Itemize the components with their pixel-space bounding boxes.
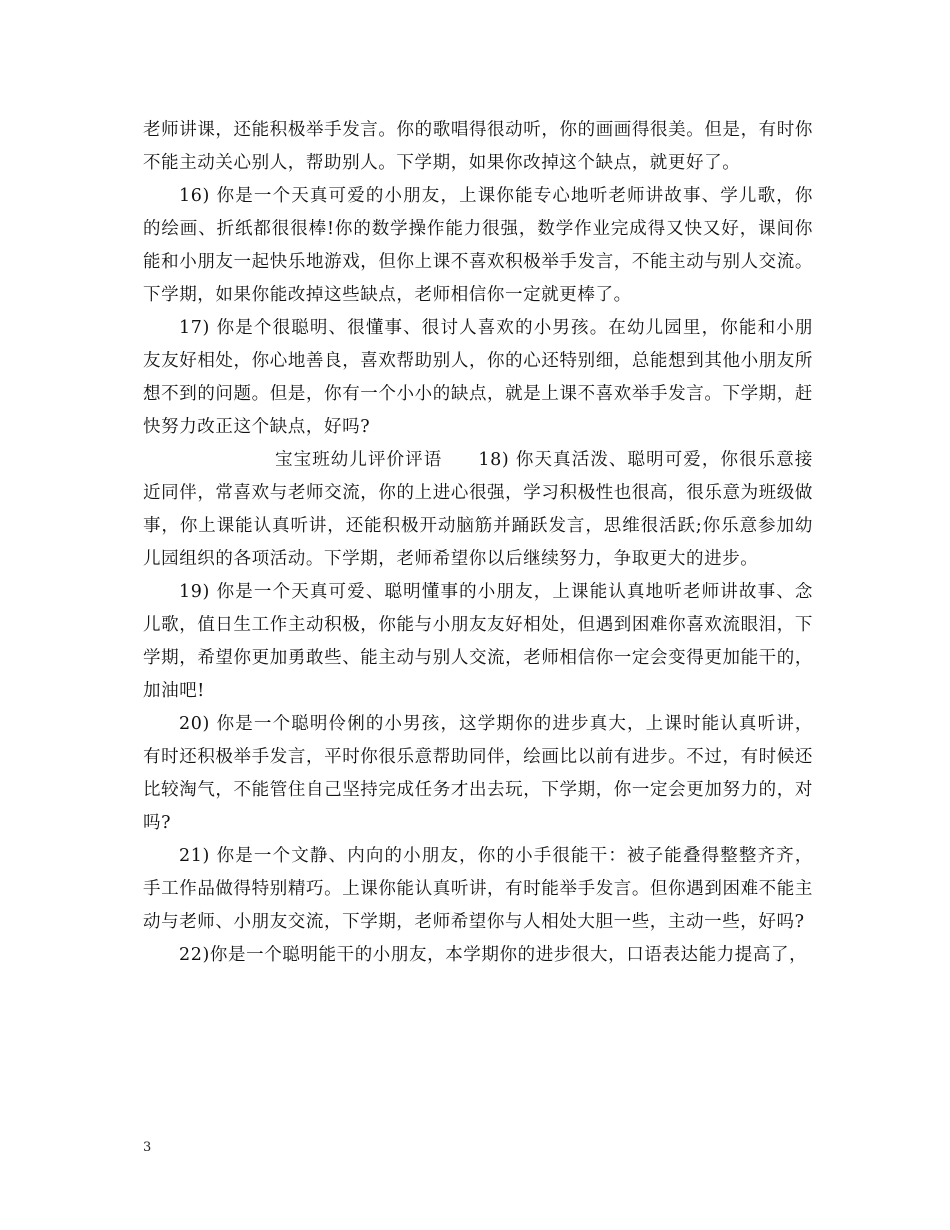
document-body bbox=[143, 114, 813, 972]
page-number: 3 bbox=[143, 1140, 152, 1155]
paragraph-18 bbox=[143, 444, 813, 576]
paragraph-17: 17) 你是个很聪明、很懂事、很讨人喜欢的小男孩。在幼儿园里，你能和小朋友友好相处，你心地善良，喜欢帮助别人，你的心还特别细，总能想到其他小朋友所想不到的问题。但是，你有一个小小的缺点，就是上课不喜欢举手发言。下学期，赶快努力改正这个缺点，好吗? bbox=[143, 318, 813, 437]
paragraph-22-start: 22)你是一个聪明能干的小朋友，本学期你的进步很大，口语表达能力提高了， bbox=[179, 945, 808, 965]
section-heading: 宝宝班幼儿评价评语 bbox=[275, 450, 443, 470]
paragraph-21: 21) 你是一个文静、内向的小朋友，你的小手很能干：被子能叠得整整齐齐，手工作品做得特别精巧。上课你能认真听讲，有时能举手发言。但你遇到困难不能主动与老师、小朋友交流，下学期，老师希望你与人相处大胆一些，主动一些，好吗? bbox=[143, 846, 813, 932]
paragraph-16: 16) 你是一个天真可爱的小朋友，上课你能专心地听老师讲故事、学儿歌，你的绘画、折纸都很很棒!你的数学操作能力很强，数学作业完成得又快又好，课间你能和小朋友一起快乐地游戏，但你上课不喜欢积极举手发言，不能主动与别人交流。下学期，如果你能改掉这些缺点，老师相信你一定就更棒了。 bbox=[143, 186, 813, 305]
paragraph-20: 20) 你是一个聪明伶俐的小男孩，这学期你的进步真大，上课时能认真听讲，有时还积极举手发言，平时你很乐意帮助同伴，绘画比以前有进步。不过，有时候还比较淘气，不能管住自己坚持完成任务才出去玩，下学期，你一定会更加努力的，对吗? bbox=[143, 714, 813, 833]
paragraph-15-continuation: 老师讲课，还能积极举手发言。你的歌唱得很动听，你的画画得很美。但是，有时你不能主动关心别人，帮助别人。下学期，如果你改掉这个缺点，就更好了。 bbox=[143, 120, 813, 173]
paragraph-19: 19) 你是一个天真可爱、聪明懂事的小朋友，上课能认真地听老师讲故事、念儿歌，值日生工作主动积极，你能与小朋友友好相处，但遇到困难你喜欢流眼泪，下学期，希望你更加勇敢些、能主动与别人交流，老师相信你一定会变得更加能干的，加油吧! bbox=[143, 582, 813, 701]
paragraph-18-text: 18) 你天真活泼、聪明可爱，你很乐意接近同伴，常喜欢与老师交流，你的上进心很强，学习积极性也很高，很乐意为班级做事，你上课能认真听讲，还能积极开动脑筋并踊跃发言，思维很活跃;你乐意参加幼儿园组织的各项活动。下学期，老师希望你以后继续努力，争取更大的进步。 bbox=[143, 450, 813, 569]
